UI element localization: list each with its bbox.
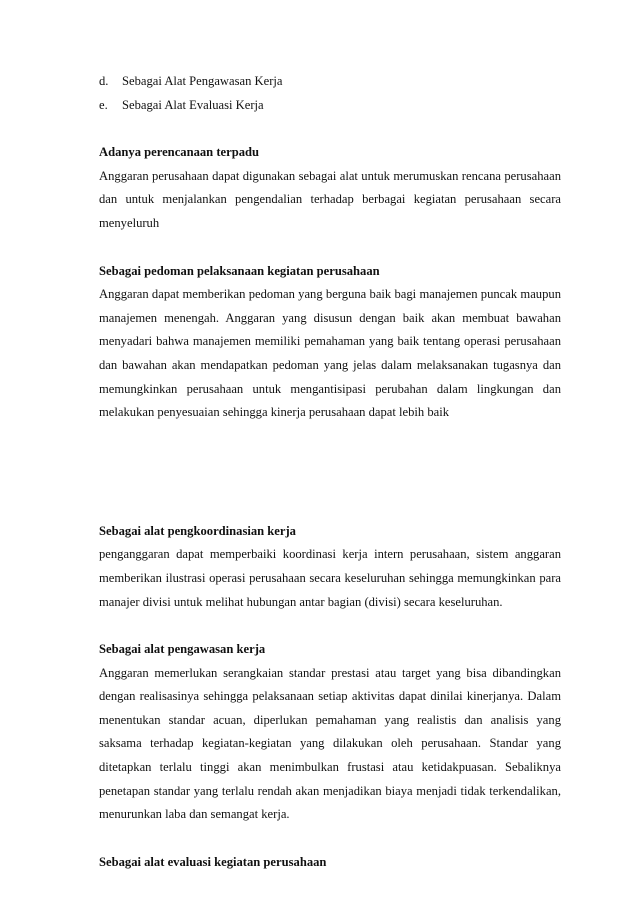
document-page: [99, 70, 561, 874]
section-evaluation: [99, 851, 561, 875]
section-integrated-planning: [99, 141, 561, 235]
section-heading: Sebagai alat pengawasan kerja: [99, 642, 266, 657]
section-supervision: [99, 638, 561, 827]
section-body: penganggaran dapat memperbaiki koordinasi kerja intern perusahaan, sistem anggaran memberikan ilustrasi operasi perusahaan secara keseluruhan sehingga memungkinkan para manajer divisi untuk melihat hubungan antar bagian (divisi) secara keseluruhan.: [99, 547, 561, 609]
spacer: [99, 614, 561, 638]
spacer: [99, 827, 561, 851]
spacer: [99, 117, 561, 141]
section-body: Anggaran dapat memberikan pedoman yang berguna baik bagi manajemen puncak maupun manajemen menengah. Anggaran yang disusun dengan baik akan membuat bawahan menyadari bahwa manajemen memiliki pemahaman yang baik tentang operasi perusahaan dan bawahan akan mendapatkan pedoman yang jelas dalam melaksanakan tugasnya dan memungkinkan perusahaan untuk mengantisipasi perubahan dalam lingkungan dan melakukan penyesuaian sehingga kinerja perusahaan dapat lebih baik: [99, 287, 561, 420]
section-implementation-guide: [99, 260, 561, 425]
section-heading: Sebagai alat pengkoordinasian kerja: [99, 523, 296, 538]
spacer: [99, 425, 561, 520]
list-marker: d.: [99, 74, 109, 88]
list-item: [99, 70, 561, 94]
list-item-text: Sebagai Alat Evaluasi Kerja: [122, 97, 264, 112]
section-body: Anggaran perusahaan dapat digunakan sebagai alat untuk merumuskan rencana perusahaan dan untuk menjalankan pengendalian terhadap berbagai kegiatan perusahaan secara menyeluruh: [99, 168, 561, 230]
section-heading: Sebagai alat evaluasi kegiatan perusahaan: [99, 854, 327, 869]
section-heading: Adanya perencanaan terpadu: [99, 145, 260, 160]
section-body: Anggaran memerlukan serangkaian standar prestasi atau target yang bisa dibandingkan dengan realisasinya sehingga pelaksanaan setiap aktivitas dapat dinilai kinerjanya. Dalam menentukan standar acuan, diperlukan pemahaman yang realistis dan analisis yang saksama terhadap kegiatan-kegiatan yang dilakukan oleh perusahaan. Standar yang ditetapkan terlalu tinggi akan menimbulkan frustasi atau ketidakpuasan. Sebaliknya penetapan standar yang terlalu rendah akan menjadikan biaya menjadi tidak terkendalikan, menurunkan laba dan semangat kerja.: [99, 665, 561, 822]
list-item-text: Sebagai Alat Pengawasan Kerja: [122, 74, 283, 88]
section-heading: Sebagai pedoman pelaksanaan kegiatan perusahaan: [99, 263, 380, 278]
spacer: [99, 236, 561, 260]
section-coordination: [99, 520, 561, 614]
list-marker: e.: [99, 97, 108, 112]
list-item: [99, 94, 561, 118]
